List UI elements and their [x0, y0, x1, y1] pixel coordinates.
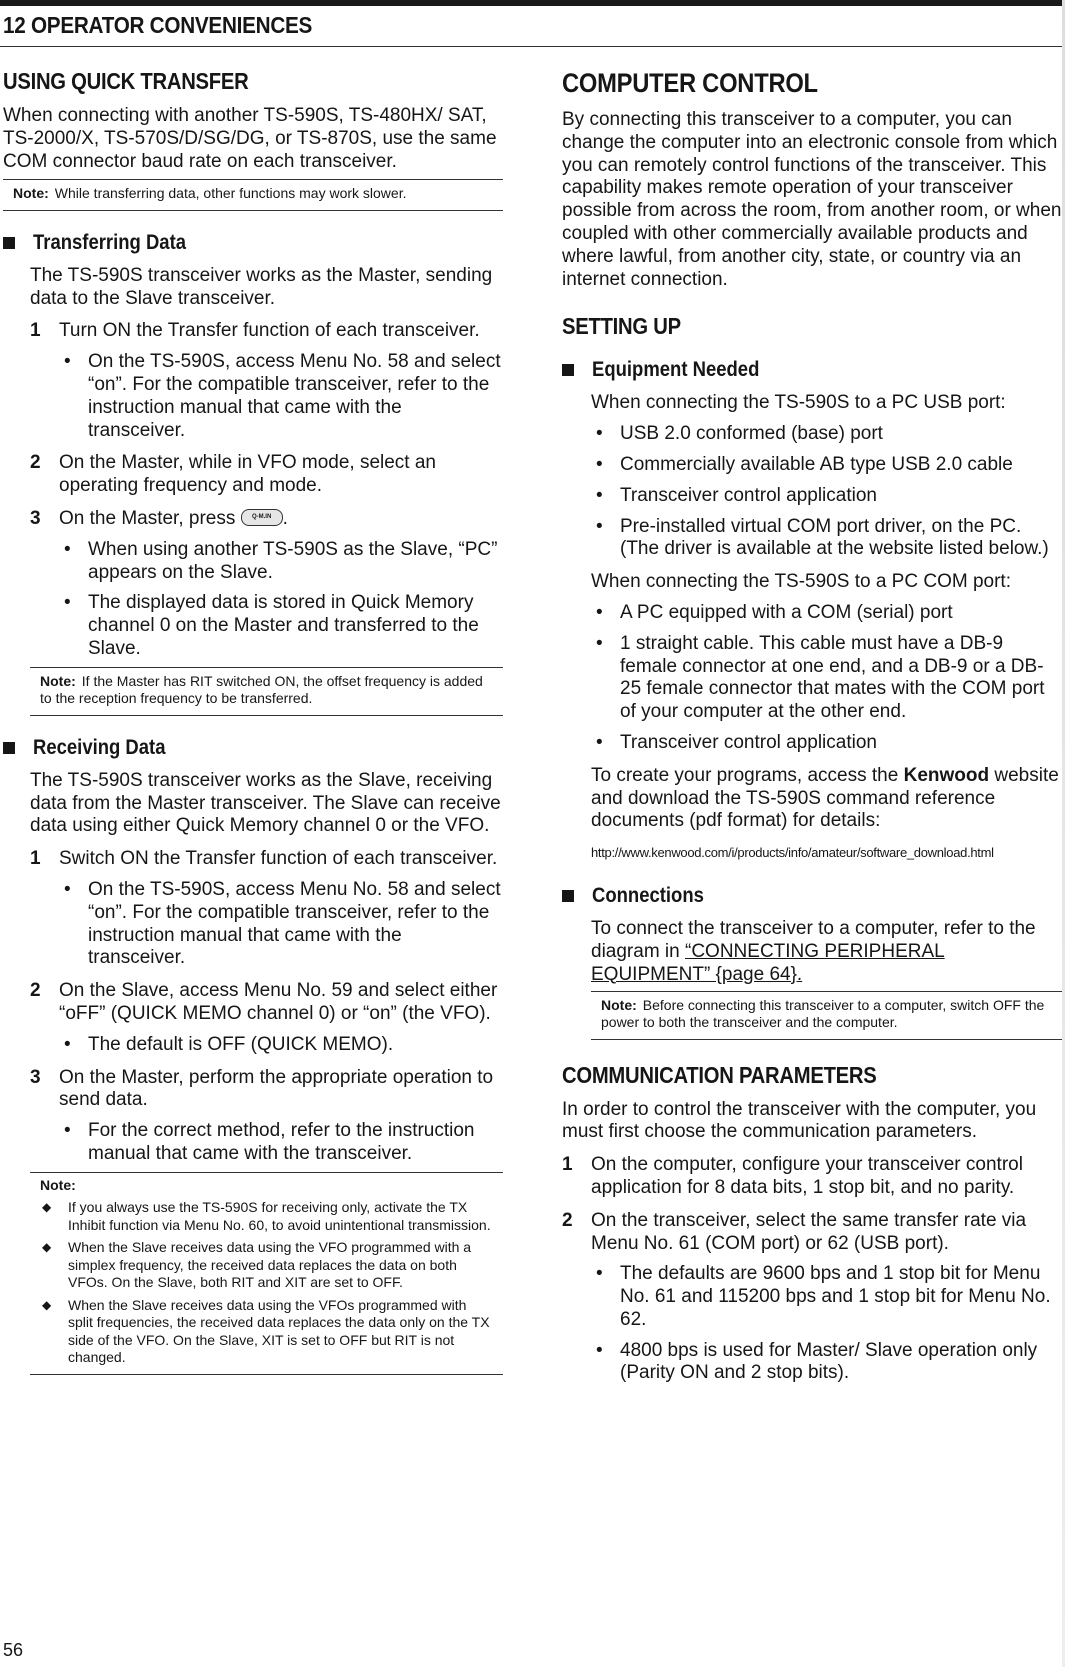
transfer-step-2: 2 On the Master, while in VFO mode, select an operating frequency and mode. [30, 452, 437, 497]
note-receiving-list: Note: ◆ If you always use the TS-590S for receiving only, activate the TX Inhibit function via Menu No. 60, to avoid unintentional transmission. ◆ When the Slave receives data using the VFO programmed with a simplex frequency, the received data replaces the data on both VFOs. On the Slave, both RIT and XIT are set to OFF. ◆ When the Slave receives data using the VFOs programmed with split frequencies, the received data replaces the data only on the TX side of the VFO. On the Slave, XIT is set to OFF but RIT is not changed. [30, 1172, 503, 1375]
square-bullet-icon [3, 742, 15, 754]
receive-step-1-bullet: • On the TS-590S, access Menu No. 58 and select “on”. For the compatible transceiver, refer to the instruction manual that came with the transceiver. [64, 879, 501, 969]
diamond-bullet-icon: ◆ [42, 1200, 52, 1215]
section-title-setting-up: SETTING UP [562, 313, 681, 340]
usb-item: • USB 2.0 conformed (base) port [596, 423, 883, 445]
q-min-key-icon: Q-M.IN [241, 509, 283, 526]
download-url[interactable]: http://www.kenwood.com/i/products/info/amateur/software_download.html [591, 845, 994, 861]
note-rit-offset: Note: If the Master has RIT switched ON, the offset frequency is added to the reception frequency to be transferred. [30, 667, 503, 716]
note-item: ◆ When the Slave receives data using the VFOs programmed with split frequencies, the received data replaces the data only on the TX side of the VFO. On the Slave, XIT is set to OFF but RIT is not changed. [42, 1296, 490, 1366]
quick-transfer-intro: When connecting with another TS-590S, TS-480HX/ SAT, TS-2000/X, TS-570S/D/SG/DG, or TS-870S, use the same COM connector baud rate on each transceiver. [3, 105, 497, 172]
comm-intro: In order to control the transceiver with the computer, you must first choose the communication parameters. [562, 1098, 1037, 1143]
comm-step-2-bullet-1: • The defaults are 9600 bps and 1 stop bit for Menu No. 61 and 115200 bps and 1 stop bit for Menu No. 62. [596, 1263, 1051, 1330]
receive-step-3-bullet: • For the correct method, refer to the instruction manual that came with the transceiver. [64, 1120, 475, 1164]
subheading-receiving-data: Receiving Data [3, 736, 503, 760]
top-rule [0, 0, 1065, 6]
com-item: • Transceiver control application [596, 731, 877, 753]
receiving-intro: The TS-590S transceiver works as the Slave, receiving data from the Master transceiver. The Slave can receive data using either Quick Memory channel 0 or the VFO. [30, 769, 501, 837]
receive-step-2-bullet: • The default is OFF (QUICK MEMO). [64, 1033, 394, 1055]
transferring-body [30, 265, 503, 716]
comm-step-2: 2 On the transceiver, select the same transfer rate via Menu No. 61 (COM port) or 62 (USB port). [562, 1209, 1027, 1254]
computer-control-intro: By connecting this transceiver to a computer, you can change the computer into an electronic console from which you can remotely control functions of the transceiver. This capability makes remote operation of your transceiver possible from across the room, from another room, or when coupled with other commercially available products and where lawful, from another city, state, or country via an internet connection. [562, 109, 1062, 290]
transfer-step-3-bullet-2: • The displayed data is stored in Quick Memory channel 0 on the Master and transferred to the Slave. [64, 592, 479, 660]
note-label: Note: [13, 185, 49, 202]
create-programs-text: To create your programs, access the Kenwood website and download the TS-590S command reference documents (pdf format) for details: [591, 764, 1059, 832]
transfer-step-1: 1 Turn ON the Transfer function of each transceiver. [30, 320, 480, 342]
equipment-body [591, 392, 1062, 860]
square-bullet-icon [3, 237, 15, 249]
right-column [562, 68, 1062, 1385]
comm-step-1: 1 On the computer, configure your transceiver control application for 8 data bits, 1 stop bit, and no parity. [562, 1154, 1023, 1198]
transfer-step-1-bullet: • On the TS-590S, access Menu No. 58 and select “on”. For the compatible transceiver, refer to the instruction manual that came with the transceiver. [64, 351, 501, 441]
usb-item: • Pre-installed virtual COM port driver, on the PC. (The driver is available at the website listed below.) [596, 515, 1049, 560]
com-item: • 1 straight cable. This cable must have a DB-9 female connector at one end, and a DB-9 or a DB-25 female connector that mates with the COM port of your computer at the other end. [596, 632, 1045, 723]
comm-step-2-bullet-2: • 4800 bps is used for Master/ Slave operation only (Parity ON and 2 stop bits). [596, 1339, 1038, 1384]
usb-item: • Transceiver control application [596, 484, 877, 506]
section-title-quick-transfer: USING QUICK TRANSFER [3, 68, 249, 94]
note-transfer-speed [3, 179, 503, 211]
usb-intro: When connecting the TS-590S to a PC USB port: [591, 392, 1006, 414]
usb-item: • Commercially available AB type USB 2.0 cable [596, 453, 1013, 475]
transfer-step-3-bullet-1: • When using another TS-590S as the Slave, “PC” appears on the Slave. [64, 538, 498, 583]
transfer-step-3: 3 On the Master, press Q-M.IN . [30, 508, 288, 530]
section-title-computer-control: COMPUTER CONTROL [562, 68, 818, 98]
square-bullet-icon [562, 364, 574, 376]
receive-step-3: 3 On the Master, perform the appropriate operation to send data. [30, 1066, 494, 1111]
peripheral-equipment-link[interactable]: “CONNECTING PERIPHERAL EQUIPMENT” {page 64}. [591, 940, 945, 985]
chapter-header: 12 OPERATOR CONVENIENCES [3, 12, 313, 38]
diamond-bullet-icon: ◆ [42, 1297, 52, 1312]
com-intro: When connecting the TS-590S to a PC COM port: [591, 571, 1011, 593]
diamond-bullet-icon: ◆ [42, 1240, 52, 1255]
subheading-connections: Connections [562, 884, 1062, 908]
note-power-off: Note: Before connecting this transceiver to a computer, switch OFF the power to both the transceiver and the computer. [591, 991, 1062, 1040]
left-column [3, 68, 503, 1375]
square-bullet-icon [562, 890, 574, 902]
header-rule [0, 46, 1065, 47]
section-title-communication-parameters: COMMUNICATION PARAMETERS [562, 1061, 877, 1088]
subheading-equipment-needed: Equipment Needed [562, 358, 1062, 382]
subheading-transferring-data: Transferring Data [3, 231, 503, 255]
note-item: ◆ If you always use the TS-590S for receiving only, activate the TX Inhibit function via Menu No. 60, to avoid unintentional transmission. [42, 1199, 491, 1233]
note-text: While transferring data, other functions may work slower. [54, 185, 407, 202]
connections-text: To connect the transceiver to a computer, refer to the diagram in “CONNECTING PERIPHERAL EQUIPMENT” {page 64}. [591, 918, 1036, 985]
receive-step-1: 1 Switch ON the Transfer function of each transceiver. [30, 848, 498, 870]
transferring-intro: The TS-590S transceiver works as the Master, sending data to the Slave transceiver. [30, 264, 493, 309]
page-number: 56 [3, 1640, 24, 1660]
note-item: ◆ When the Slave receives data using the VFO programmed with a simplex frequency, the received data replaces the data on both VFOs. On the Slave, both RIT and XIT are set to OFF. [42, 1239, 472, 1291]
connections-body [591, 918, 1062, 1039]
com-item: • A PC equipped with a COM (serial) port [596, 601, 953, 623]
receiving-body [30, 770, 503, 1375]
receive-step-2: 2 On the Slave, access Menu No. 59 and select either “oFF” (QUICK MEMO channel 0) or “on” (the VFO). [30, 980, 498, 1025]
